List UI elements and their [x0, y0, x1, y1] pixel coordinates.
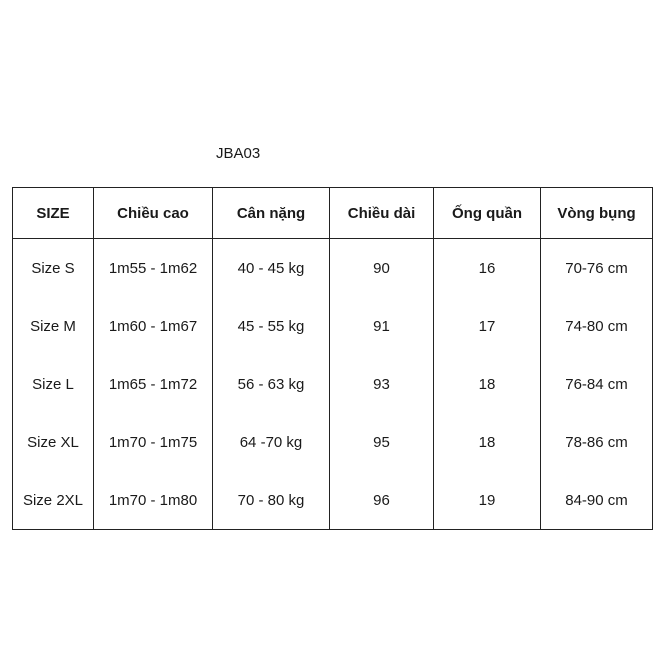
cell-leg-opening: 16	[434, 239, 541, 298]
header-leg-opening: Ống quần	[434, 188, 541, 239]
cell-height: 1m60 - 1m67	[94, 297, 213, 355]
cell-height: 1m70 - 1m80	[94, 471, 213, 530]
cell-waist: 74-80 cm	[541, 297, 653, 355]
table-header-row	[13, 188, 653, 239]
table-row	[13, 413, 653, 471]
cell-waist: 78-86 cm	[541, 413, 653, 471]
cell-length: 90	[330, 239, 434, 298]
cell-size: Size XL	[13, 413, 94, 471]
table-row	[13, 471, 653, 530]
cell-height: 1m70 - 1m75	[94, 413, 213, 471]
cell-waist: 84-90 cm	[541, 471, 653, 530]
cell-height: 1m65 - 1m72	[94, 355, 213, 413]
cell-size: Size L	[13, 355, 94, 413]
cell-waist: 70-76 cm	[541, 239, 653, 298]
cell-length: 91	[330, 297, 434, 355]
table-row	[13, 239, 653, 298]
cell-weight: 45 - 55 kg	[213, 297, 330, 355]
header-length: Chiều dài	[330, 188, 434, 239]
header-weight: Cân nặng	[213, 188, 330, 239]
cell-leg-opening: 18	[434, 413, 541, 471]
cell-size: Size 2XL	[13, 471, 94, 530]
product-code-title: JBA03	[216, 145, 261, 162]
table-row	[13, 355, 653, 413]
cell-leg-opening: 18	[434, 355, 541, 413]
cell-waist: 76-84 cm	[541, 355, 653, 413]
cell-length: 93	[330, 355, 434, 413]
cell-length: 96	[330, 471, 434, 530]
header-height: Chiều cao	[94, 188, 213, 239]
cell-weight: 40 - 45 kg	[213, 239, 330, 298]
table-row	[13, 297, 653, 355]
cell-height: 1m55 - 1m62	[94, 239, 213, 298]
cell-leg-opening: 17	[434, 297, 541, 355]
cell-length: 95	[330, 413, 434, 471]
size-chart-table	[12, 187, 653, 530]
cell-leg-opening: 19	[434, 471, 541, 530]
header-size: SIZE	[13, 188, 94, 239]
cell-weight: 70 - 80 kg	[213, 471, 330, 530]
header-waist: Vòng bụng	[541, 188, 653, 239]
cell-size: Size M	[13, 297, 94, 355]
cell-weight: 64 -70 kg	[213, 413, 330, 471]
cell-weight: 56 - 63 kg	[213, 355, 330, 413]
cell-size: Size S	[13, 239, 94, 298]
